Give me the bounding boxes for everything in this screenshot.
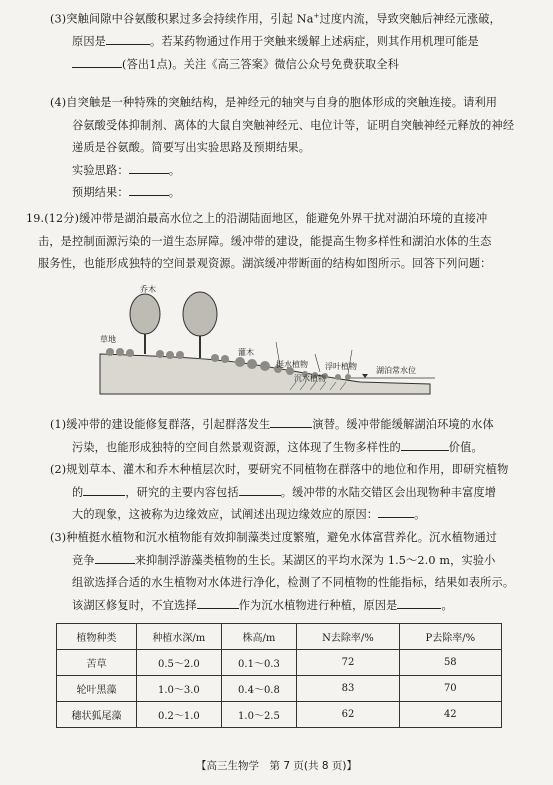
q4-line1: (4)自突触是一种特殊的突触结构，是神经元的轴突与自身的胞体形成的突触连接。请利用 bbox=[50, 96, 498, 109]
table-cell: 58 bbox=[399, 650, 501, 676]
s3-line4b: 作为沉水植物进行种植，原因是 bbox=[238, 598, 398, 612]
table-cell: 0.5～2.0 bbox=[137, 650, 222, 676]
table-cell: 62 bbox=[297, 702, 399, 728]
table-cell: 0.2～1.0 bbox=[137, 702, 222, 728]
table-cell: 苦草 bbox=[57, 650, 137, 676]
s3-line2b: 来抑制浮游藻类植物的生长。某湖区的平均水深为 1.5～2.0 m，实验小 bbox=[134, 553, 496, 567]
s3-line3: 组欲选择合适的水生植物对水体进行净化，检测了不同植物的性能指标，结果如表所示。 bbox=[72, 576, 515, 589]
s1-line1a: (1)缓冲带的建设能修复群落，引起群落发生 bbox=[50, 418, 271, 431]
table-header: 种植水深/m bbox=[137, 624, 222, 650]
answer-blank bbox=[397, 596, 441, 609]
s3-line4c: 。 bbox=[441, 598, 453, 612]
answer-blank bbox=[83, 483, 125, 496]
q3-superscript: + bbox=[313, 12, 320, 20]
table-row bbox=[57, 650, 502, 676]
q4-line3: 递质是谷氨酸。简要写出实验思路及预期结果。 bbox=[72, 141, 311, 154]
buffer-zone-diagram bbox=[90, 282, 450, 412]
table-cell: 1.0～2.5 bbox=[221, 702, 297, 728]
table-row bbox=[57, 702, 502, 728]
q4-line2: 谷氨酸受体抑制剂、离体的大鼠自突触神经元、电位计等，证明自突触神经元释放的神经 bbox=[72, 118, 515, 132]
answer-blank bbox=[197, 596, 239, 609]
s1-line2a: 污染，也能形成独特的空间自然景观资源，这体现了生物多样性的 bbox=[72, 440, 401, 454]
answer-blank bbox=[95, 551, 135, 564]
question-4: (4)自突触是一种特殊的突触结构，是神经元的轴突与自身的胞体形成的突触连接。请利用 谷氨酸受体抑制剂、离体的大鼠自突触神经元、电位计等，证明自突触神经元释放的神经 递质是谷氨酸。简要写出实验思路及预期结果。 实验思路： 。 预期结果： 。 bbox=[50, 96, 515, 199]
s2-line2a: 的 bbox=[72, 485, 84, 499]
answer-blank bbox=[129, 161, 169, 174]
table-row bbox=[57, 676, 502, 702]
answer-blank bbox=[239, 483, 281, 496]
table-cell: 42 bbox=[399, 702, 501, 728]
table-cell: 穗状狐尾藻 bbox=[57, 702, 137, 728]
q19-line1: 19.(12分)缓冲带是湖泊最高水位之上的沿湖陆面地区，能避免外界干扰对湖泊环境的直接冲 bbox=[26, 212, 488, 225]
s2-line1: (2)规划草本、灌木和乔木种植层次时，要研究不同植物在群落中的地位和作用，即研究植物 bbox=[50, 463, 509, 476]
s2-line2b: ，研究的主要内容包括 bbox=[125, 485, 239, 499]
q19-line3: 服务性，也能形成独特的空间景观资源。湖滨缓冲带断面的结构如图所示。回答下列问题： bbox=[38, 257, 492, 270]
table-cell: 70 bbox=[399, 676, 501, 702]
q3-line2b: 。若某药物通过作用于突触来缓解上述病症，则其作用机理可能是 bbox=[150, 35, 479, 49]
question-3 bbox=[26, 5, 526, 76]
label-emergent-plants: 挺水植物 bbox=[276, 360, 308, 369]
table-cell: 轮叶黑藻 bbox=[57, 676, 137, 702]
label-shrub: 灌木 bbox=[238, 348, 254, 357]
table-header: N去除率/% bbox=[297, 624, 399, 650]
label-water-level: 湖泊常水位 bbox=[376, 366, 416, 375]
table-cell: 83 bbox=[297, 676, 399, 702]
q3-line1: (3)突触间隙中谷氨酸积累过多会持续作用，引起 Na bbox=[50, 12, 314, 26]
table-cell: 1.0～3.0 bbox=[137, 676, 222, 702]
label-tree: 乔木 bbox=[140, 285, 156, 294]
sub-question-3 bbox=[26, 527, 526, 617]
s2-line3b: 。 bbox=[414, 508, 426, 521]
table-header: 株高/m bbox=[221, 624, 297, 650]
label-submerged-plants: 沉水植物 bbox=[294, 374, 326, 383]
table-cell: 0.4～0.8 bbox=[221, 676, 297, 702]
plant-performance-table bbox=[56, 623, 502, 728]
sub-question-1-2 bbox=[26, 414, 526, 527]
buffer-zone-figure bbox=[90, 282, 450, 412]
label-grass: 草地 bbox=[100, 335, 116, 344]
s1-line1b: 演替。缓冲带能缓解湖泊环境的水体 bbox=[312, 418, 494, 431]
answer-blank bbox=[378, 505, 414, 518]
label-floating-plants: 浮叶植物 bbox=[325, 362, 357, 371]
answer-blank bbox=[270, 415, 312, 428]
q19-line2: 击，是控制面源污染的一道生态屏障。缓冲带的建设，能提高生物多样性和湖泊水体的生态 bbox=[38, 234, 492, 248]
table-header: 植物种类 bbox=[57, 624, 137, 650]
s2-line2c: 。缓冲带的水陆交错区会出现物种丰富度增 bbox=[280, 485, 497, 499]
answer-blank bbox=[401, 438, 449, 451]
s3-line4a: 该湖区修复时，不宜选择 bbox=[72, 598, 197, 612]
q3-line1b: 过度内流，导致突触后神经元涨破， bbox=[319, 12, 501, 26]
s3-line1: (3)种植挺水植物和沉水植物能有效抑制藻类过度繁殖，避免水体富营养化。沉水植物通过 bbox=[50, 531, 498, 544]
q3-line2a: 原因是 bbox=[72, 35, 107, 49]
page-footer: 【高三生物学 第 7 页(共 8 页)】 bbox=[196, 760, 357, 772]
q4-result-label: 预期结果： bbox=[72, 186, 129, 199]
tree-icon bbox=[130, 292, 217, 358]
s1-line2b: 价值。 bbox=[448, 440, 483, 454]
table-cell: 0.1～0.3 bbox=[221, 650, 297, 676]
table-header: P去除率/% bbox=[399, 624, 501, 650]
answer-blank bbox=[129, 183, 169, 196]
table-header-row bbox=[57, 624, 502, 650]
s2-line3a: 大的现象，这被称为边缘效应，试阐述出现边缘效应的原因： bbox=[72, 508, 379, 521]
answer-blank bbox=[72, 55, 122, 68]
question-19 bbox=[26, 208, 526, 276]
q4-idea-label: 实验思路： bbox=[72, 163, 129, 177]
q3-line3: (答出1点)。关注《高三答案》微信公众号免费获取全科 bbox=[122, 57, 400, 71]
s3-line2a: 竞争 bbox=[72, 553, 95, 567]
answer-blank bbox=[106, 32, 150, 45]
table-cell: 72 bbox=[297, 650, 399, 676]
